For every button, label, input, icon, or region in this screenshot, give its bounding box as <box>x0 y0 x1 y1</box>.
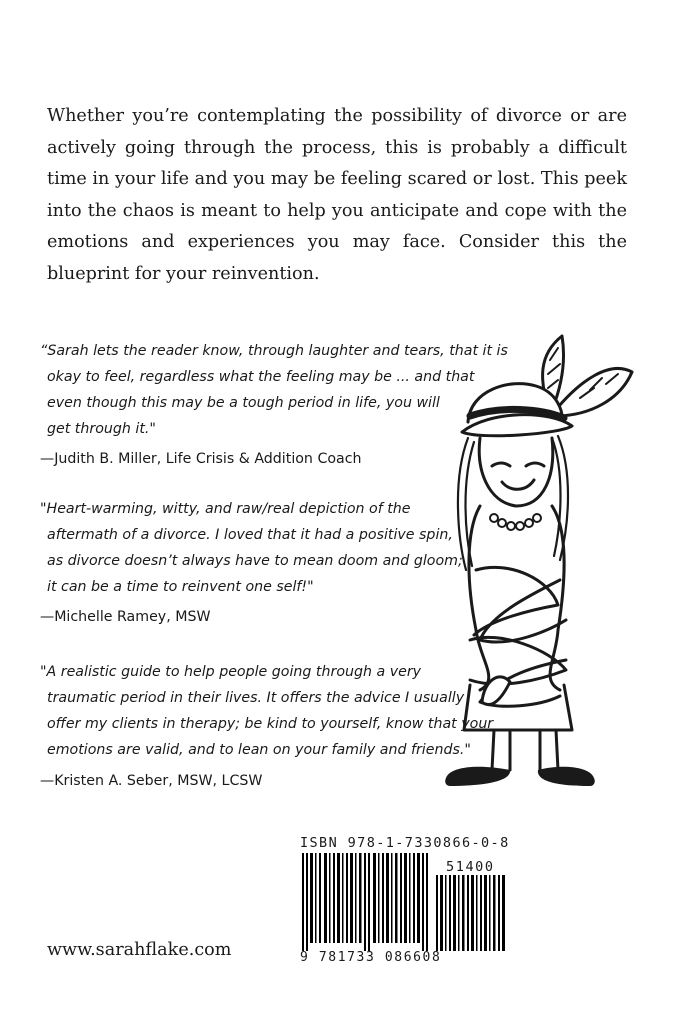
quote-line: offer my clients in therapy; be kind to yourself, know that your <box>47 716 494 732</box>
quote-line: "A realistic guide to help people going through a very <box>40 664 422 680</box>
quote-line: okay to feel, regardless what the feeling may be ... and that <box>47 369 475 385</box>
price-code: 51400 <box>446 859 495 875</box>
testimonial-attribution-2: —Michelle Ramey, MSW <box>40 609 211 625</box>
quote-line: "Heart-warming, witty, and raw/real depiction of the <box>40 501 411 517</box>
testimonial-attribution-3: —Kristen A. Seber, MSW, LCSW <box>40 773 263 789</box>
testimonial-quote-2 <box>40 496 463 600</box>
quote-line: emotions are valid, and to lean on your family and friends." <box>47 742 471 758</box>
barcode-bars-icon <box>300 853 508 953</box>
quote-line: as divorce doesn’t always have to mean doom and gloom; <box>47 553 463 569</box>
testimonial-attribution-1: —Judith B. Miller, Life Crisis & Addition Coach <box>40 451 362 467</box>
quote-line: traumatic period in their lives. It offers the advice I usually <box>47 690 465 706</box>
quote-line: get through it." <box>47 421 156 437</box>
quote-line: “Sarah lets the reader know, through laughter and tears, that it is <box>40 343 508 359</box>
back-cover-blurb: Whether you’re contemplating the possibility of divorce or are actively going through the process, this is probably a difficult time in your life and you may be feeling scared or lost. This peek into the chaos is meant to help you anticipate and cope with the emotions and experiences you may face. Consider this the blueprint for your reinvention. <box>47 106 627 284</box>
quote-line: even though this may be a tough period in life, you will <box>47 395 440 411</box>
isbn-barcode <box>300 835 508 967</box>
woman-with-feathered-hat-icon <box>440 330 640 800</box>
website-url: www.sarahflake.com <box>47 940 232 960</box>
quote-line: it can be a time to reinvent one self!" <box>47 579 314 595</box>
testimonial-quote-3 <box>40 659 494 763</box>
quote-line: aftermath of a divorce. I loved that it had a positive spin, <box>47 527 453 543</box>
isbn-label: ISBN 978-1-7330866-0-8 <box>300 835 510 851</box>
ean-digits: 9 781733 086608 <box>300 950 442 965</box>
testimonial-quote-1 <box>40 338 508 442</box>
